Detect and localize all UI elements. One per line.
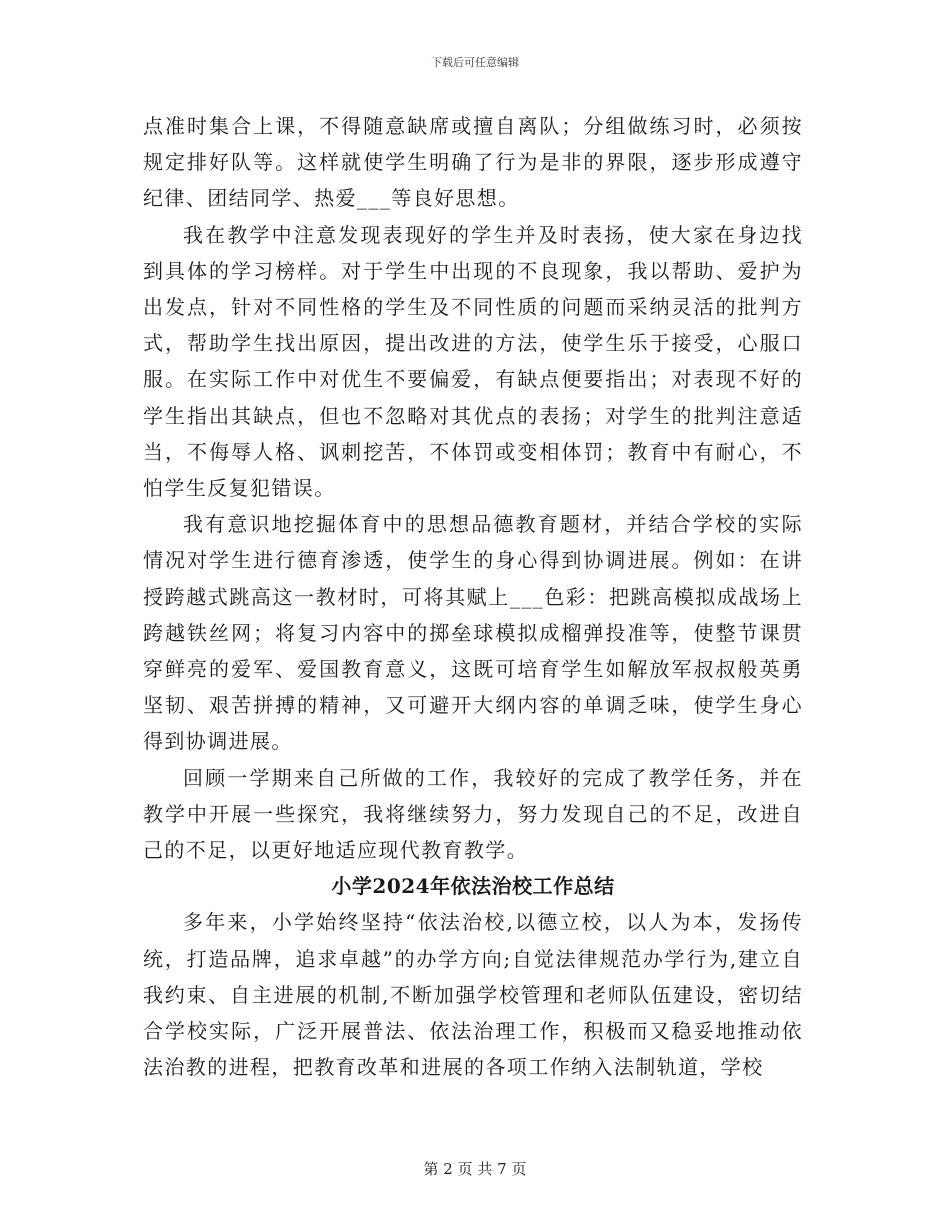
page-header: 下载后可任意编辑 [431, 56, 519, 69]
paragraph-discipline: 点准时集合上课，不得随意缺席或擅自离队；分组做练习时，必须按规定排好队等。这样就使学生明确了行为是非的界限，逐步形成遵守纪律、团结同学、热爱___等良好思想。 [143, 114, 803, 211]
paragraph-review: 回顾一学期来自己所做的工作，我较好的完成了教学任务，并在教学中开展一些探究，我将继续努力，努力发现自己的不足，改进自己的不足，以更好地适应现代教育教学。 [143, 765, 803, 863]
document-body [143, 108, 803, 1085]
paragraph-praise: 我在教学中注意发现表现好的学生并及时表扬，使大家在身边找到具体的学习榜样。对于学生中出现的不良现象，我以帮助、爱护为出发点，针对不同性格的学生及不同性质的问题而采纳灵活的批判方式，帮助学生找出原因，提出改进的方法，使学生乐于接受，心服口服。在实际工作中对优生不要偏爱，有缺点便要指出；对表现不好的学生指出其缺点，但也不忽略对其优点的表扬；对学生的批判注意适当，不侮辱人格、讽刺挖苦，不体罚或变相体罚；教育中有耐心，不怕学生反复犯错误。 [143, 222, 803, 501]
paragraph-moral-education: 我有意识地挖掘体育中的思想品德教育题材，并结合学校的实际情况对学生进行德育渗透，使学生的身心得到协调进展。例如：在讲授跨越式跳高这一教材时，可将其赋上___色彩：把跳高模拟成战场上跨越铁丝网；将复习内容中的掷垒球模拟成榴弹投准等，使整节课贯穿鲜亮的爱军、爱国教育意义，这既可培育学生如解放军叔叔般英勇坚韧、艰苦拼搏的精神，又可避开大纲内容的单调乏味，使学生身心得到协调进展。 [143, 512, 803, 754]
paragraph-rule-of-law: 多年来，小学始终坚持“依法治校,以德立校，以人为本，发扬传统，打造品牌，追求卓越”的办学方向;自觉法律规范办学行为,建立自我约束、自主进展的机制,不断加强学校管理和老师队伍建设，密切结合学校实际，广泛开展普法、依法治理工作，积极而又稳妥地推动依法治教的进程，把教育改革和进展的各项工作纳入法制轨道，学校 [143, 910, 803, 1080]
section-title: 小学2024年依法治校工作总结 [331, 874, 615, 899]
page-footer: 第 2 页 共 7 页 [423, 1160, 527, 1178]
